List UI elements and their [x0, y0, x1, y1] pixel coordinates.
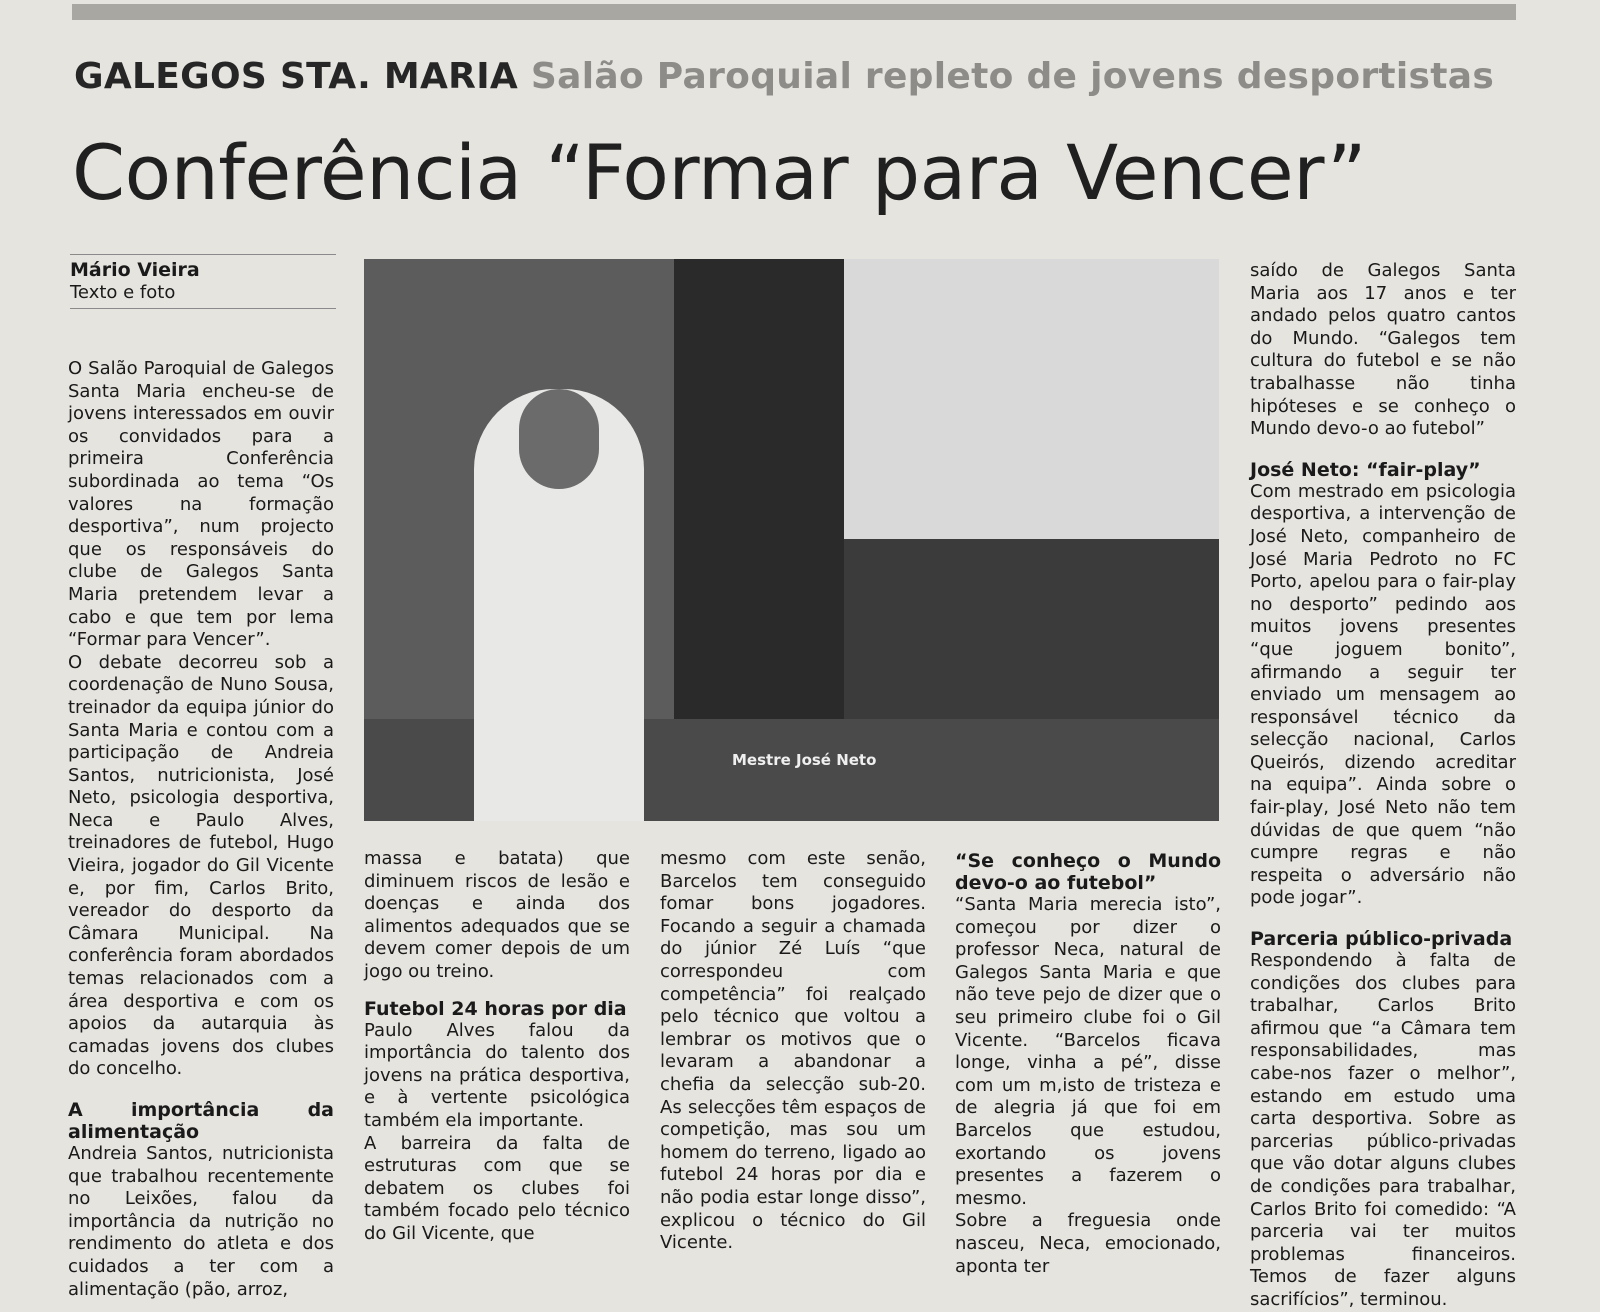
- photo-curtain: [674, 259, 844, 719]
- top-rule-bar: [72, 4, 1516, 20]
- col3-paragraph-1: mesmo com este senão, Barcelos tem conseguido fomar bons jogadores. Focando a seguir a chamada do júnior Zé Luís “que correspondeu com competência” foi realçado pelo técnico que voltou a lembrar os motivos que o levaram a abandonar a chefia da selecção sub-20. As selecções têm espaços de competição, mas sou um homem do terreno, ligado ao futebol 24 horas por dia e não podia estar longe disso”, explicou o técnico do Gil Vicente.: [660, 848, 926, 1254]
- kicker-subtitle: Salão Paroquial repleto de jovens desportistas: [530, 56, 1495, 97]
- kicker-place: GALEGOS STA. MARIA: [74, 56, 519, 97]
- column-5: [1250, 260, 1516, 1312]
- headline: Conferência “Formar para Vencer”: [72, 128, 1366, 217]
- col1-paragraph-3: Andreia Santos, nutricionista que trabalhou recentemente no Leixões, falou da importância da nutrição no rendimento do atleta e dos cuidados a ter com a alimentação (pão, arroz,: [68, 1143, 334, 1300]
- photo-speaker-head: [519, 389, 599, 489]
- col2-paragraph-3: A barreira da falta de estruturas com que se debatem os clubes foi também focado pelo técnico do Gil Vicente, que: [364, 1132, 630, 1244]
- column-1: [68, 358, 334, 1301]
- col4-paragraph-2: Sobre a freguesia onde nasceu, Neca, emocionado, aponta ter: [955, 1210, 1221, 1277]
- column-3: [660, 848, 926, 1255]
- byline-author: Mário Vieira: [70, 259, 200, 281]
- col1-paragraph-2: O debate decorreu sob a coordenação de Nuno Sousa, treinador da equipa júnior do Santa Maria e contou com a participação de Andreia Santos, nutricionista, José Neto, psicologia desportiva, Neca e Paulo Alves, treinadores de futebol, Hugo Vieira, jogador do Gil Vicente e, por fim, Carlos Brito, vereador do desporto da Câmara Municipal. Na conferência foram abordados temas relacionados com a área desportiva e com os apoios da autarquia às camadas jovens dos clubes do concelho.: [68, 651, 334, 1080]
- byline: [70, 254, 336, 309]
- byline-credit: Texto e foto: [70, 282, 176, 303]
- col2-paragraph-2: Paulo Alves falou da importância do talento dos jovens na prática desportiva, e à vertente psicológica também ela importante.: [364, 1019, 630, 1131]
- photo-projection-screen: [844, 259, 1219, 539]
- col5-paragraph-3: Respondendo à falta de condições dos clubes para trabalhar, Carlos Brito afirmou que “a Câmara tem responsabilidades, mas cabe-nos fazer o melhor”, estando em estudo uma carta desportiva. Sobre as parcerias público-privadas que vão dotar alguns clubes de condições para trabalhar, Carlos Brito foi comedido: “A parceria vai ter muitos problemas financeiros. Temos de fazer alguns sacrifícios”, terminou.: [1250, 950, 1516, 1310]
- column-4: [955, 850, 1221, 1278]
- col5-paragraph-2: Com mestrado em psicologia desportiva, a intervenção de José Neto, companheiro de José Maria Pedroto no FC Porto, apelou para o fair-play no desporto” pedindo aos muitos jovens presentes “que joguem bonito”, afirmando a seguir ter enviado um mensagem ao responsável técnico da selecção nacional, Carlos Queirós, dizendo acreditar na equipa”. Ainda sobre o fair-play, José Neto não tem dúvidas de que quem “não cumpre regras e não respeita o adversário não pode jogar”.: [1250, 480, 1516, 909]
- col4-heading-mundo-futebol: “Se conheço o Mundo devo-o ao futebol”: [955, 850, 1221, 894]
- col5-heading-fair-play: José Neto: “fair-play”: [1250, 458, 1481, 481]
- photo-caption: Mestre José Neto: [732, 751, 877, 769]
- column-2: [364, 848, 630, 1246]
- col1-paragraph-1: O Salão Paroquial de Galegos Santa Maria encheu-se de jovens interessados em ouvir os convidados para a primeira Conferência subordinada ao tema “Os valores na formação desportiva”, num projecto que os responsáveis do clube de Galegos Santa Maria pretendem levar a cabo e que tem por lema “Formar para Vencer”.: [68, 358, 334, 651]
- col4-paragraph-1: “Santa Maria merecia isto”, começou por dizer o professor Neca, natural de Galegos Santa Maria e que não teve pejo de dizer que o seu primeiro clube foi o Gil Vicente. “Barcelos ficava longe, vinha a pé”, disse com um m,isto de tristeza e de alegria já que foi em Barcelos que estudou, exortando os jovens presentes a fazerem o mesmo.: [955, 894, 1221, 1209]
- col5-heading-parceria: Parceria público-privada: [1250, 928, 1513, 951]
- col2-paragraph-1: massa e batata) que diminuem riscos de lesão e doenças e ainda dos alimentos adequados que se devem comer depois de um jogo ou treino.: [364, 848, 630, 982]
- section-kicker: [74, 56, 1534, 97]
- col2-heading-futebol-24h: Futebol 24 horas por dia: [364, 997, 627, 1020]
- col5-paragraph-1: saído de Galegos Santa Maria aos 17 anos e ter andado pelos quatro cantos do Mundo. “Galegos tem cultura do futebol e se não trabalhasse não tinha hipóteses e se conheço o Mundo devo-o ao futebol”: [1250, 260, 1516, 440]
- article-photo: [364, 259, 1219, 821]
- col1-heading-alimentacao: A importância da alimentação: [68, 1099, 334, 1143]
